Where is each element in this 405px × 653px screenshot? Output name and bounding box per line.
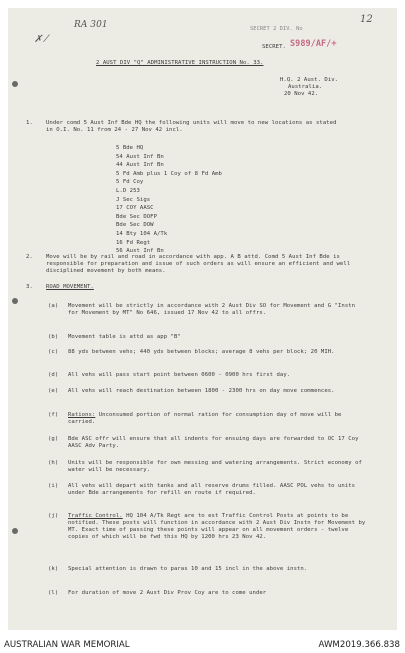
item-label: (h): [48, 460, 59, 466]
stamp-secret-text: SECRET 2 DIV. No: [250, 26, 303, 32]
item-text: Movement will be strictly in accordance with 2 Aust Div SO for Movement and G "Instn for Movement by MT" No 646, issued 17 Nov 42 to all offrs.: [68, 303, 356, 316]
secret-label: SECRET.: [262, 44, 286, 50]
unit-item: 44 Aust Inf Bn: [116, 162, 164, 169]
footer-bar: [0, 638, 405, 653]
footer-source: AUSTRALIAN WAR MEMORIAL: [4, 640, 130, 650]
para1-text: Under comd 5 Aust Inf Bde HQ the following units will move to new locations as stated in O.I. No. 11 from 24 - 27 Nov 42 incl.: [46, 120, 337, 133]
unit-item: L.D 253: [116, 187, 140, 194]
document-page: [8, 8, 397, 630]
date-line: 20 Nov 42.: [284, 91, 319, 97]
item-label: (e): [48, 388, 59, 394]
item-text: All vehs will reach destination between 1800 - 2300 hrs on day move commences.: [68, 388, 335, 394]
para3-heading: ROAD MOVEMENT.: [46, 284, 94, 290]
item-text: Units will be responsible for own messing and watering arrangements. Strict economy of water will be necessary.: [68, 460, 362, 473]
item-label: (j): [48, 513, 59, 519]
unit-item: 5 Fd Amb plus 1 Coy of 8 Fd Amb: [116, 170, 222, 177]
item-label: (g): [48, 436, 59, 442]
item-text: Bde ASC offr will ensure that all indents for ensuing days are forwarded to OC 17 Coy AASC Adv Party.: [68, 436, 359, 449]
item-label: (d): [48, 372, 59, 378]
item-heading: Traffic Control.: [68, 513, 123, 519]
unit-list: [116, 145, 222, 257]
item-text: Movement table is attd as app "B": [68, 334, 181, 340]
unit-item: 5 Fd Coy: [116, 179, 144, 186]
item-label: (c): [48, 349, 59, 355]
item-label: (a): [48, 303, 59, 309]
document-title: 2 AUST DIV "Q" ADMINISTRATIVE INSTRUCTION No. 33.: [96, 60, 264, 66]
file-number-stamp: S989/AF/+: [290, 39, 337, 49]
item-body: [68, 412, 368, 426]
unit-item: 5 Bde HQ: [116, 145, 144, 151]
item-label: (i): [48, 483, 59, 489]
item-text: All vehs will pass start point between 0600 - 0900 hrs first day.: [68, 372, 291, 378]
punch-hole: [12, 528, 18, 534]
unit-item: Bde Sec DOW: [116, 222, 154, 229]
para2-text: Move will be by rail and road in accordance with app. A B attd. Comd 5 Aust Inf Bde is responsible for preparation and issue of such orders as will ensure an efficient and well disciplined movement by both means.: [46, 254, 351, 274]
item-text: Unconsumed portion of normal ration for consumption day of move will be carried.: [68, 412, 342, 425]
unit-item: J Sec Sigs: [116, 196, 151, 203]
unit-item: Bde Sec DOFP: [116, 213, 158, 220]
unit-item: 16 Fd Regt: [116, 239, 151, 246]
handwritten-number: 12: [360, 14, 373, 25]
punch-hole: [12, 81, 18, 87]
unit-item: 14 Bty 104 A/Tk: [116, 230, 168, 237]
punch-hole: [12, 298, 18, 304]
item-heading: Rations:: [68, 412, 96, 418]
handwritten-reference: RA 301: [74, 20, 108, 30]
item-label: (f): [48, 412, 59, 418]
item-body: [68, 513, 368, 541]
footer-accession-number: AWM2019.366.838: [318, 640, 400, 650]
item-label: (k): [48, 566, 59, 572]
place-line: Australia.: [288, 84, 323, 90]
handwritten-marks: ✗ ⁄: [34, 34, 48, 45]
item-text: 88 yds between vehs; 440 yds between blocks; average 8 vehs per block; 20 MIH.: [68, 349, 335, 355]
para1-number: 1.: [26, 120, 33, 126]
unit-item: 17 COY AASC: [116, 205, 154, 212]
para3-number: 3.: [26, 284, 33, 290]
item-label: (l): [48, 590, 59, 596]
unit-item: 56 Aust Inf Bn: [116, 248, 164, 255]
item-text: For duration of move 2 Aust Div Prov Coy are to come under: [68, 590, 267, 596]
item-text: All vehs will depart with tanks and all reserve drums filled. AASC POL vehs to units under Bde arrangements for refill en route if required.: [68, 483, 356, 496]
hq-line: H.Q. 2 Aust. Div.: [280, 77, 339, 83]
unit-item: 54 Aust Inf Bn: [116, 153, 164, 160]
item-label: (b): [48, 334, 59, 340]
para2-number: 2.: [26, 254, 33, 260]
item-text: HQ 104 A/Tk Regt are to est Traffic Control Posts at points to be notified. These posts will function in accordance with 2 Aust Div Instn for Movement by MT. Exact time of passing these points will appear on all movement orders - twelve copies of which will be fwd this HQ by 1200 hrs 23 Nov 42.: [68, 513, 366, 540]
item-text: Special attention is drawn to paras 10 and 15 incl in the above instn.: [68, 566, 308, 572]
